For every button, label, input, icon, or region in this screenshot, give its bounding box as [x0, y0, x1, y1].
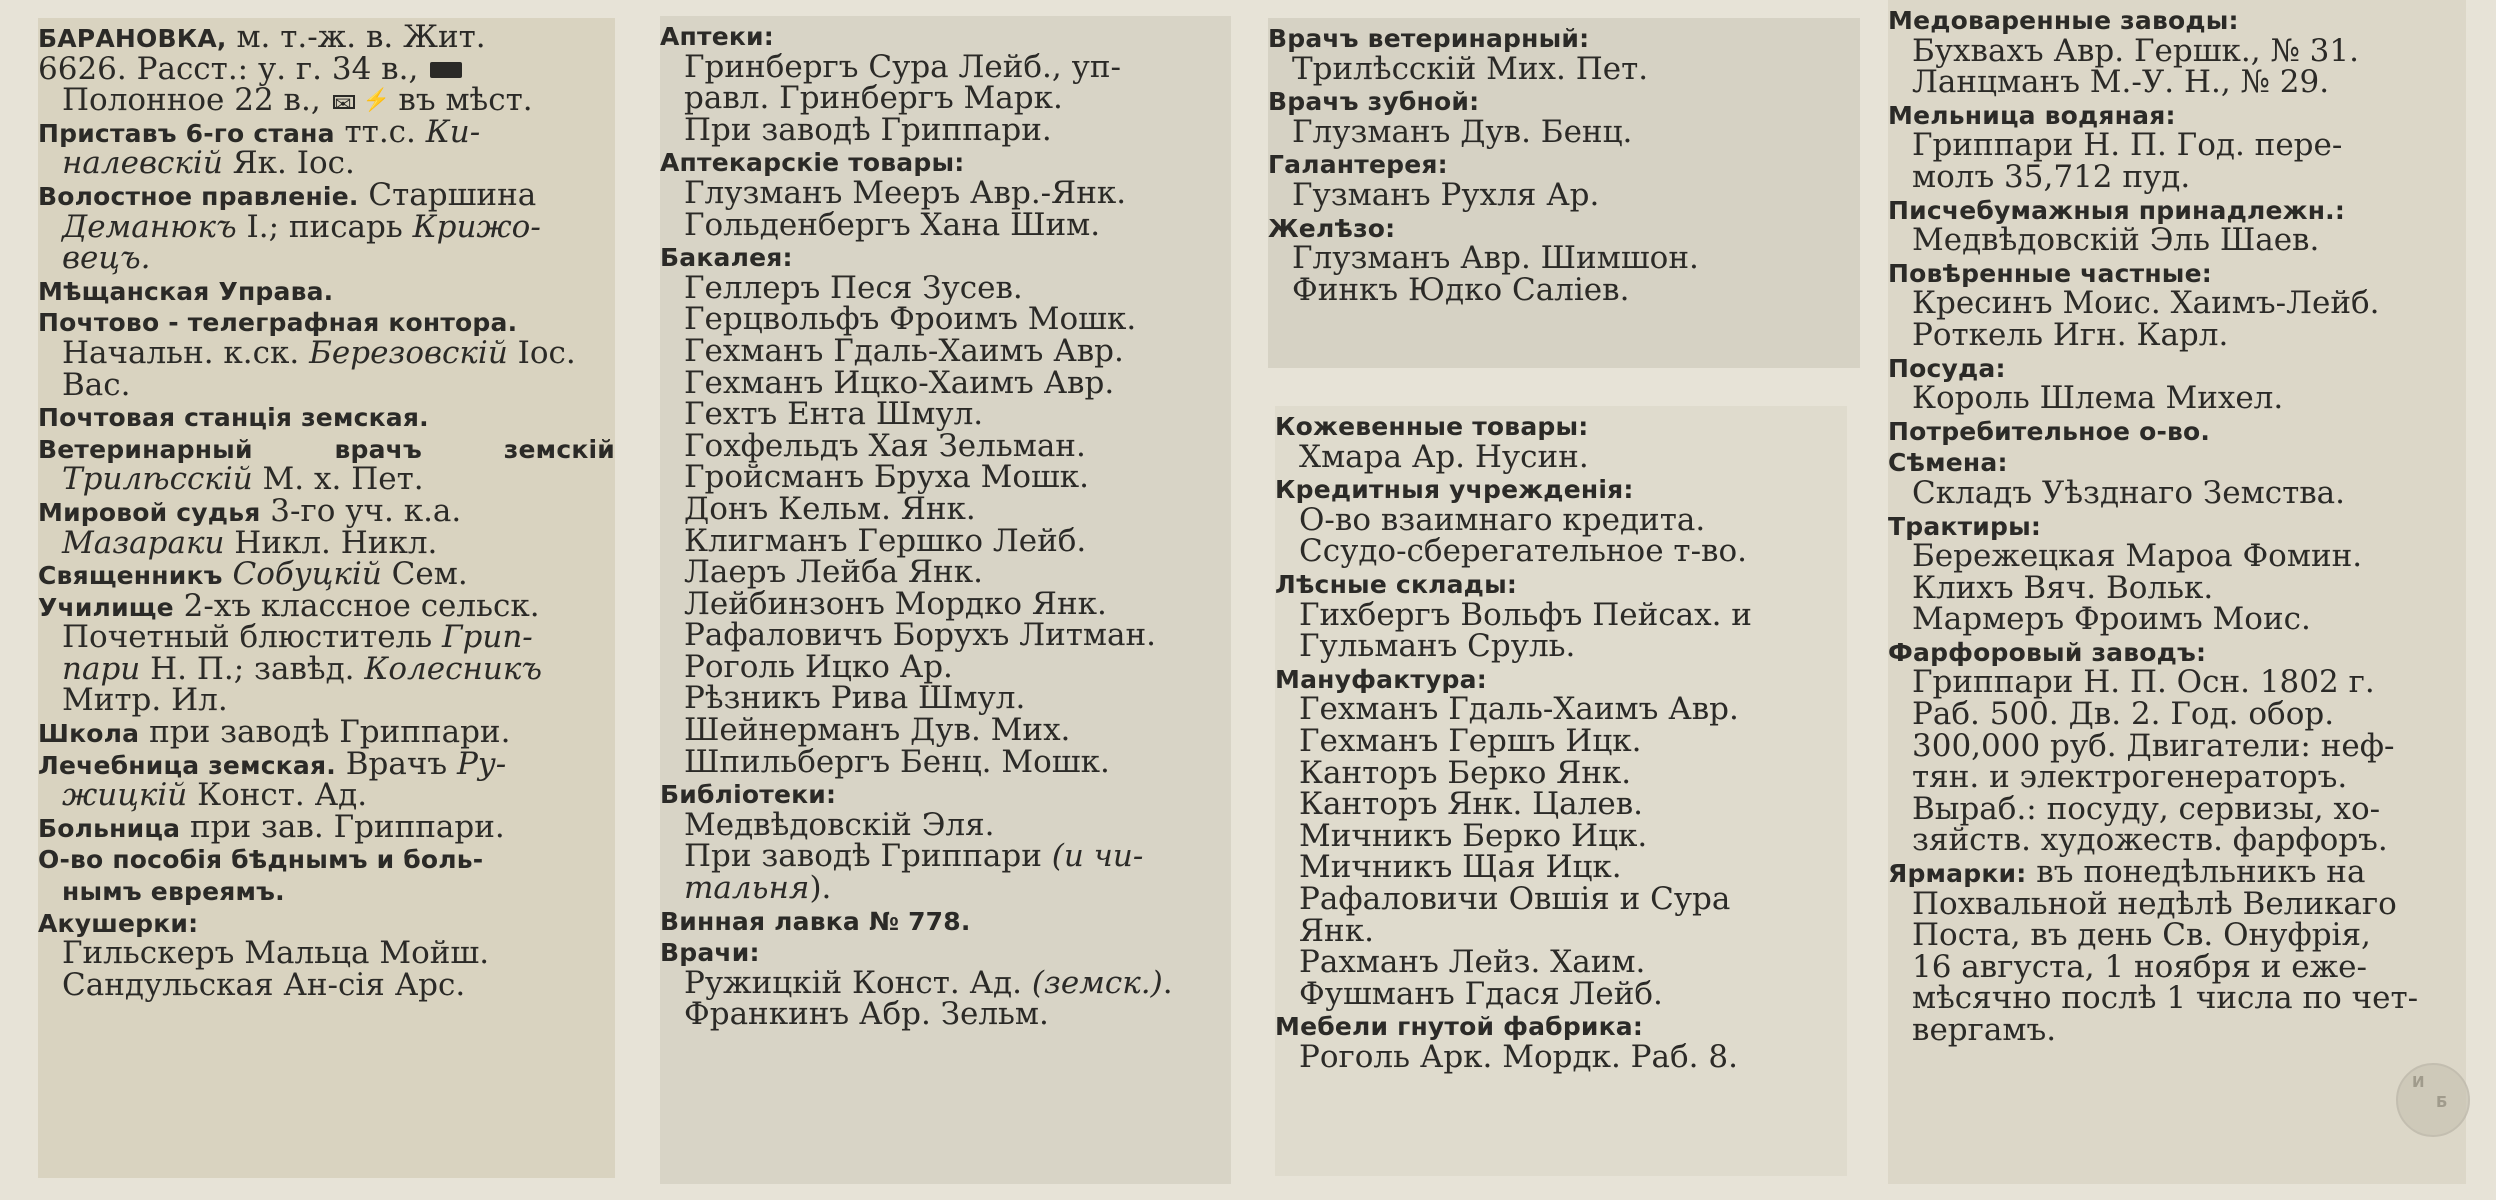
directory-line	[1268, 271, 1860, 308]
directory-line	[660, 241, 1231, 273]
entry-text: Як. Іос.	[222, 145, 355, 182]
directory-line	[1888, 569, 2466, 606]
directory-line	[1888, 885, 2466, 922]
directory-line	[1275, 533, 1847, 570]
entry-heading: Желѣзо:	[1268, 213, 1396, 243]
entry-heading: Врачъ ветеринарный:	[1268, 24, 1590, 53]
entry-text: Лаеръ Лейба Янк.	[684, 554, 983, 591]
directory-line	[1275, 849, 1847, 886]
entry-text: Лейбинзонъ Мордко Янк.	[684, 585, 1107, 622]
entry-text: ).	[809, 870, 832, 907]
directory-line	[38, 208, 615, 245]
entry-text: Рѣзникъ Рива Шмул.	[684, 680, 1026, 717]
directory-line	[660, 522, 1231, 559]
entry-text: Канторъ Берко Янк.	[1299, 754, 1632, 791]
entry-heading: Кожевенные товары:	[1275, 412, 1589, 441]
directory-line	[1888, 415, 2466, 447]
entry-text: Выраб.: посуду, сервизы, хо-	[1912, 790, 2381, 827]
directory-line	[38, 113, 615, 150]
directory-line	[1275, 1038, 1847, 1075]
directory-line	[1275, 568, 1847, 600]
directory-line	[1268, 113, 1860, 150]
directory-line	[660, 174, 1231, 211]
directory-line	[38, 82, 615, 119]
mail-icon	[333, 95, 355, 109]
directory-line	[1275, 438, 1847, 475]
entry-text: При заводѣ Гриппари.	[684, 111, 1052, 148]
entry-text: Гильскеръ Мальца Мойш.	[62, 935, 490, 972]
directory-line	[1888, 316, 2466, 353]
directory-line	[660, 364, 1231, 401]
entry-text: Мазараки	[62, 524, 225, 561]
directory-line	[1275, 663, 1847, 695]
column-3-bottom	[1275, 406, 1847, 1176]
entry-text: Клигманъ Гершко Лейб.	[684, 522, 1087, 559]
entry-heading: Мировой судья	[38, 497, 261, 527]
entry-text: Мармеръ Фроимъ Моис.	[1912, 601, 2311, 638]
entry-text: тт.с.	[334, 113, 426, 150]
entry-text: Донъ Кельм. Янк.	[684, 490, 976, 527]
entry-text: Рахманъ Лейз. Хаим.	[1299, 944, 1646, 981]
entry-text: Канторъ Янк. Цалев.	[1299, 786, 1644, 823]
entry-heading: Галантерея:	[1268, 150, 1448, 180]
entry-text: м. т.-ж. в. Жит.	[226, 19, 486, 55]
directory-line	[1888, 1012, 2466, 1048]
entry-text: Деманюкъ	[62, 208, 237, 245]
directory-line	[1888, 99, 2466, 131]
entry-text: Трилѣсскій	[62, 461, 253, 498]
directory-line	[1888, 222, 2466, 259]
entry-heading: Мануфактура:	[1275, 664, 1487, 694]
entry-heading: Почтовая станція земская.	[38, 403, 429, 433]
entry-heading: Бакалея:	[660, 243, 793, 273]
directory-line	[38, 650, 615, 687]
entry-text: Хмара Ар. Нусин.	[1299, 438, 1589, 475]
entry-text: Березовскій	[309, 334, 508, 371]
entry-heading: Аптекарскіе товары:	[660, 148, 965, 178]
entry-text: равл. Гринбергъ Марк.	[684, 80, 1063, 117]
entry-text: Н. П.; завѣд.	[140, 650, 365, 687]
entry-text: вергамъ.	[1912, 1012, 2057, 1048]
directory-line	[38, 777, 615, 814]
entry-heading: Приставъ 6-го стана	[38, 118, 335, 148]
directory-line	[660, 806, 1231, 843]
directory-line	[38, 145, 615, 182]
entry-text: Гехтъ Ента Шмул.	[684, 396, 984, 433]
entry-heading: Посуда:	[1888, 353, 2006, 383]
entry-text: Гульманъ Сруль.	[1299, 628, 1576, 665]
entry-text: Рафаловичи Овшія и Сура	[1299, 880, 1731, 917]
entry-heading: Лѣсные склады:	[1275, 569, 1518, 599]
entry-heading: Трактиры:	[1888, 511, 2042, 541]
entry-text: Мичникъ Щая Ицк.	[1299, 849, 1622, 886]
entry-text	[223, 556, 233, 592]
entry-heading: Сѣмена:	[1888, 448, 2008, 478]
entry-heading: Кредитныя учрежденія:	[1275, 475, 1634, 505]
directory-line	[38, 619, 615, 656]
directory-line	[1888, 538, 2466, 575]
entry-text: Рафаловичъ Борухъ Литман.	[684, 617, 1157, 654]
entry-heading: Волостное правленіе.	[38, 181, 359, 211]
entry-text: Роголь Ицко Ар.	[684, 648, 953, 685]
entry-text: .	[1162, 964, 1173, 1001]
directory-line	[1275, 501, 1847, 538]
directory-line	[1888, 64, 2466, 101]
entry-text: Шпильбергъ Бенц. Мошк.	[684, 743, 1110, 780]
entry-heading: Лечебница земская.	[38, 750, 336, 780]
entry-text: вецъ.	[62, 240, 151, 277]
entry-heading: Мебели гнутой фабрика:	[1275, 1012, 1644, 1042]
directory-line	[38, 745, 615, 782]
entry-text: Собуцкій	[232, 556, 382, 593]
directory-line	[1275, 975, 1847, 1012]
directory-line	[38, 240, 615, 277]
entry-text: Гольденбергъ Хана Шим.	[684, 206, 1101, 243]
entry-text: Король Шлема Михел.	[1912, 380, 2284, 417]
column-3-top	[1268, 18, 1860, 368]
directory-line	[1888, 636, 2466, 668]
directory-line	[1268, 22, 1860, 54]
entry-text: О-во взаимнаго кредита.	[1299, 501, 1706, 538]
directory-line	[660, 459, 1231, 496]
entry-heading: Библіотеки:	[660, 780, 837, 810]
directory-line	[1888, 257, 2466, 289]
entry-heading: Священникъ	[38, 561, 223, 591]
directory-line	[660, 80, 1231, 117]
entry-text: Ружицкій Конст. Ад.	[684, 964, 1032, 1001]
entry-heading: Школа	[38, 719, 140, 749]
directory-line	[1275, 754, 1847, 791]
directory-line	[1268, 148, 1860, 180]
entry-text: Гриппари Н. П. Год. пере-	[1912, 127, 2343, 164]
directory-line	[1888, 285, 2466, 322]
entry-text: 6626. Расст.: у. г. 34 в.,	[38, 50, 429, 87]
entry-text: пари	[62, 650, 141, 687]
directory-line	[38, 19, 615, 55]
directory-line	[660, 617, 1231, 654]
directory-line	[660, 905, 1231, 937]
train-icon	[430, 62, 462, 78]
entry-heading: Писчебумажныя принадлежн.:	[1888, 195, 2346, 225]
entry-text: при зав. Гриппари.	[180, 808, 505, 845]
entry-text: Сем.	[381, 556, 468, 593]
entry-text: Гринбергъ Сура Лейб., уп-	[684, 48, 1121, 85]
entry-text: Сандульская Ан-сія Арс.	[62, 966, 466, 1003]
directory-line	[660, 996, 1231, 1033]
entry-text: Роткель Игн. Карл.	[1912, 316, 2229, 353]
entry-heading: Почтово - телеграфная контора.	[38, 308, 518, 338]
entry-text: (земск.)	[1031, 964, 1163, 1001]
entry-text: Фушманъ Гдася Лейб.	[1299, 975, 1663, 1012]
entry-text: Гузманъ Рухля Ар.	[1292, 176, 1600, 213]
directory-line	[660, 269, 1231, 306]
entry-text: Глузманъ Авр. Шимшон.	[1292, 240, 1699, 277]
entry-heading: Ветеринарный врачъ земскій	[38, 434, 615, 464]
directory-line	[660, 554, 1231, 591]
entry-text: Гриппари Н. П. Осн. 1802 г.	[1912, 664, 2375, 701]
entry-heading: нымъ евреямъ.	[62, 877, 285, 907]
entry-text: М. х. Пет.	[252, 461, 424, 498]
directory-line	[1888, 948, 2466, 985]
entry-text: зяйств. художеств. фарфоръ.	[1912, 822, 2388, 859]
directory-line	[1268, 240, 1860, 277]
directory-line	[1888, 822, 2466, 859]
entry-text: Ланцманъ М.-У. Н., № 29.	[1912, 64, 2330, 101]
directory-line	[1275, 817, 1847, 854]
directory-line	[1275, 410, 1847, 442]
entry-text: Роголь Арк. Мордк. Раб. 8.	[1299, 1038, 1738, 1075]
entry-text: Почетный блюститель	[62, 619, 442, 656]
directory-line	[1888, 352, 2466, 384]
directory-line	[660, 20, 1231, 52]
entry-text: 3-го уч. к.а.	[260, 492, 462, 529]
directory-line	[1268, 50, 1860, 87]
entry-text: Герцвольфъ Фроимъ Мошк.	[684, 301, 1137, 338]
directory-line	[1888, 759, 2466, 796]
entry-text: Раб. 500. Дв. 2. Год. обор.	[1912, 696, 2335, 733]
entry-heading: Ярмарки:	[1888, 859, 2027, 889]
directory-line	[1275, 596, 1847, 633]
directory-line	[660, 48, 1231, 85]
entry-text: Начальн. к.ск.	[62, 334, 310, 371]
directory-line	[1275, 944, 1847, 981]
directory-line	[1888, 917, 2466, 954]
entry-text: При заводѣ Гриппари	[684, 838, 1052, 875]
directory-line	[1275, 722, 1847, 759]
entry-text: Митр. Ил.	[62, 682, 228, 719]
directory-line	[1268, 212, 1860, 244]
entry-text: жицкій	[62, 777, 188, 814]
directory-line	[1268, 176, 1860, 213]
directory-line	[660, 870, 1231, 907]
entry-heading: Врачъ зубной:	[1268, 87, 1480, 117]
entry-text: Геллеръ Песя Зусев.	[684, 269, 1023, 306]
directory-line	[1888, 601, 2466, 638]
entry-heading: Училище	[38, 592, 174, 622]
directory-line	[660, 680, 1231, 717]
column-4	[1888, 0, 2466, 1184]
telegraph-icon	[359, 93, 387, 111]
directory-line	[1888, 32, 2466, 69]
directory-line	[660, 648, 1231, 685]
entry-text: Янк.	[1299, 912, 1374, 949]
entry-text: Поста, въ день Св. Онуфрія,	[1912, 917, 2371, 954]
directory-line	[38, 682, 615, 719]
directory-line	[38, 587, 615, 624]
entry-text: тян. и электрогенераторъ.	[1912, 759, 2348, 796]
entry-text: Шейнерманъ Дув. Мих.	[684, 712, 1071, 749]
entry-heading: О-во пособія бѣднымъ и боль-	[38, 845, 484, 875]
directory-line	[38, 935, 615, 972]
directory-line	[660, 332, 1231, 369]
entry-text: Ки-	[425, 113, 481, 150]
entry-text: Гехманъ Ицко-Хаимъ Авр.	[684, 364, 1115, 401]
directory-line	[1275, 1010, 1847, 1042]
directory-line	[38, 524, 615, 561]
directory-line	[660, 301, 1231, 338]
directory-line	[1275, 473, 1847, 505]
library-stamp-icon: И Б	[2396, 1063, 2470, 1137]
entry-text: Клихъ Вяч. Вольк.	[1912, 569, 2214, 606]
entry-text: Медвѣдовскій Эля.	[684, 806, 995, 843]
entry-text: Гехманъ Гдаль-Хаимъ Авр.	[684, 332, 1124, 369]
entry-text: Похвальной недѣлѣ Великаго	[1912, 885, 2397, 922]
entry-heading: Аптеки:	[660, 22, 774, 51]
entry-text: 300,000 руб. Двигатели: неф-	[1912, 727, 2395, 764]
entry-text: Іос.	[507, 334, 576, 371]
directory-line	[1888, 194, 2466, 226]
entry-heading: Фарфоровый заводъ:	[1888, 637, 2207, 667]
entry-text: Бухвахъ Авр. Гершк., № 31.	[1912, 32, 2359, 69]
entry-heading: Акушерки:	[38, 908, 199, 938]
directory-line	[1888, 727, 2466, 764]
entry-text: Вас.	[62, 366, 131, 403]
directory-line	[1275, 691, 1847, 728]
directory-line	[660, 743, 1231, 780]
entry-text: Складъ Уѣзднаго Земства.	[1912, 474, 2346, 511]
directory-line	[660, 490, 1231, 527]
entry-text: Гохфельдъ Хая Зельман.	[684, 427, 1086, 464]
directory-line	[38, 461, 615, 498]
column-1	[38, 18, 615, 1178]
entry-text: 2-хъ классное сельск.	[173, 587, 540, 624]
entry-text: налевскій	[62, 145, 223, 182]
entry-text: Медвѣдовскій Эль Шаев.	[1912, 222, 2320, 259]
directory-line	[660, 964, 1231, 1001]
entry-text: Конст. Ад.	[187, 777, 368, 814]
directory-line	[38, 275, 615, 307]
entry-text: Полонное 22 в.,	[62, 82, 331, 119]
directory-line	[38, 306, 615, 338]
entry-text: Мичникъ Берко Ицк.	[1299, 817, 1648, 854]
directory-line	[660, 712, 1231, 749]
directory-line	[38, 556, 615, 593]
directory-line	[660, 427, 1231, 464]
entry-text: Трилѣсскій Мих. Пет.	[1292, 50, 1649, 87]
directory-line	[1888, 854, 2466, 891]
entry-text: 16 августа, 1 ноября и еже-	[1912, 948, 2367, 985]
directory-line	[38, 714, 615, 751]
entry-heading: Потребительное о-во.	[1888, 416, 2211, 446]
directory-line	[38, 176, 615, 213]
entry-text: Колесникъ	[364, 650, 543, 687]
directory-line	[38, 843, 615, 875]
entry-text: Финкъ Юдко Саліев.	[1292, 271, 1630, 308]
directory-line	[660, 396, 1231, 433]
directory-line	[38, 334, 615, 371]
directory-line	[660, 111, 1231, 148]
directory-line	[1888, 4, 2466, 36]
entry-heading: БАРАНОВКА,	[38, 24, 227, 53]
directory-line	[38, 401, 615, 433]
directory-line	[660, 778, 1231, 810]
entry-heading: Больница	[38, 813, 181, 843]
entry-heading: Винная лавка № 778.	[660, 906, 971, 936]
directory-line	[1275, 912, 1847, 949]
directory-line	[1888, 158, 2466, 195]
directory-line	[38, 50, 615, 87]
entry-text: молъ 35,712 пуд.	[1912, 158, 2191, 195]
directory-line	[660, 838, 1231, 875]
entry-text: мѣсячно послѣ 1 числа по чет-	[1912, 980, 2419, 1017]
directory-line	[660, 585, 1231, 622]
entry-text: Ссудо-сберегательное т-во.	[1299, 533, 1748, 570]
entry-text: Грип-	[441, 619, 533, 656]
entry-text: Врачъ	[335, 745, 457, 782]
directory-line	[38, 366, 615, 403]
directory-line	[660, 146, 1231, 178]
entry-heading: Повѣренные частные:	[1888, 258, 2212, 288]
directory-line	[1275, 880, 1847, 917]
entry-heading: Мѣщанская Управа.	[38, 276, 334, 306]
directory-line	[1268, 85, 1860, 117]
entry-text: Крижо-	[412, 208, 541, 245]
directory-line	[1888, 446, 2466, 478]
directory-line	[1275, 628, 1847, 665]
directory-line	[1888, 127, 2466, 164]
entry-text: тальня	[684, 870, 810, 907]
directory-line	[1888, 664, 2466, 701]
entry-text: Гехманъ Гершъ Ицк.	[1299, 722, 1642, 759]
directory-line	[1888, 510, 2466, 542]
directory-line	[38, 907, 615, 939]
directory-line	[38, 966, 615, 1003]
entry-text: Гройсманъ Бруха Мошк.	[684, 459, 1090, 496]
entry-text: Гихбергъ Вольфъ Пейсах. и	[1299, 596, 1752, 633]
entry-heading: Медоваренные заводы:	[1888, 6, 2239, 35]
directory-line	[1888, 696, 2466, 733]
entry-text: Старшина	[358, 176, 537, 213]
directory-line	[1888, 380, 2466, 417]
directory-line	[38, 875, 615, 907]
entry-heading: Мельница водяная:	[1888, 100, 2176, 130]
entry-text: Бережецкая Мароа Фомин.	[1912, 538, 2363, 575]
entry-text: Гехманъ Гдаль-Хаимъ Авр.	[1299, 691, 1739, 728]
entry-text: Франкинъ Абр. Зельм.	[684, 996, 1049, 1033]
entry-heading: Врачи:	[660, 938, 760, 968]
entry-text: Кресинъ Моис. Хаимъ-Лейб.	[1912, 285, 2380, 322]
directory-line	[38, 808, 615, 845]
entry-text: при заводѣ Гриппари.	[139, 714, 511, 751]
directory-line	[1888, 790, 2466, 827]
directory-line	[1888, 474, 2466, 511]
entry-text: Никл. Никл.	[224, 524, 438, 561]
directory-line	[38, 492, 615, 529]
entry-text: Глузманъ Мееръ Авр.-Янк.	[684, 174, 1127, 211]
entry-text: Ру-	[456, 745, 507, 782]
entry-text: Глузманъ Дув. Бенц.	[1292, 113, 1633, 150]
directory-line	[38, 433, 615, 465]
entry-text: въ мѣст.	[388, 82, 533, 119]
entry-text: І.; писарь	[236, 208, 413, 245]
directory-line	[1888, 980, 2466, 1017]
entry-text: въ понедѣльникъ на	[2026, 854, 2366, 891]
entry-text: (и чи-	[1051, 838, 1144, 875]
directory-line	[1275, 786, 1847, 823]
column-2	[660, 16, 1231, 1184]
directory-line	[660, 206, 1231, 243]
directory-line	[660, 936, 1231, 968]
